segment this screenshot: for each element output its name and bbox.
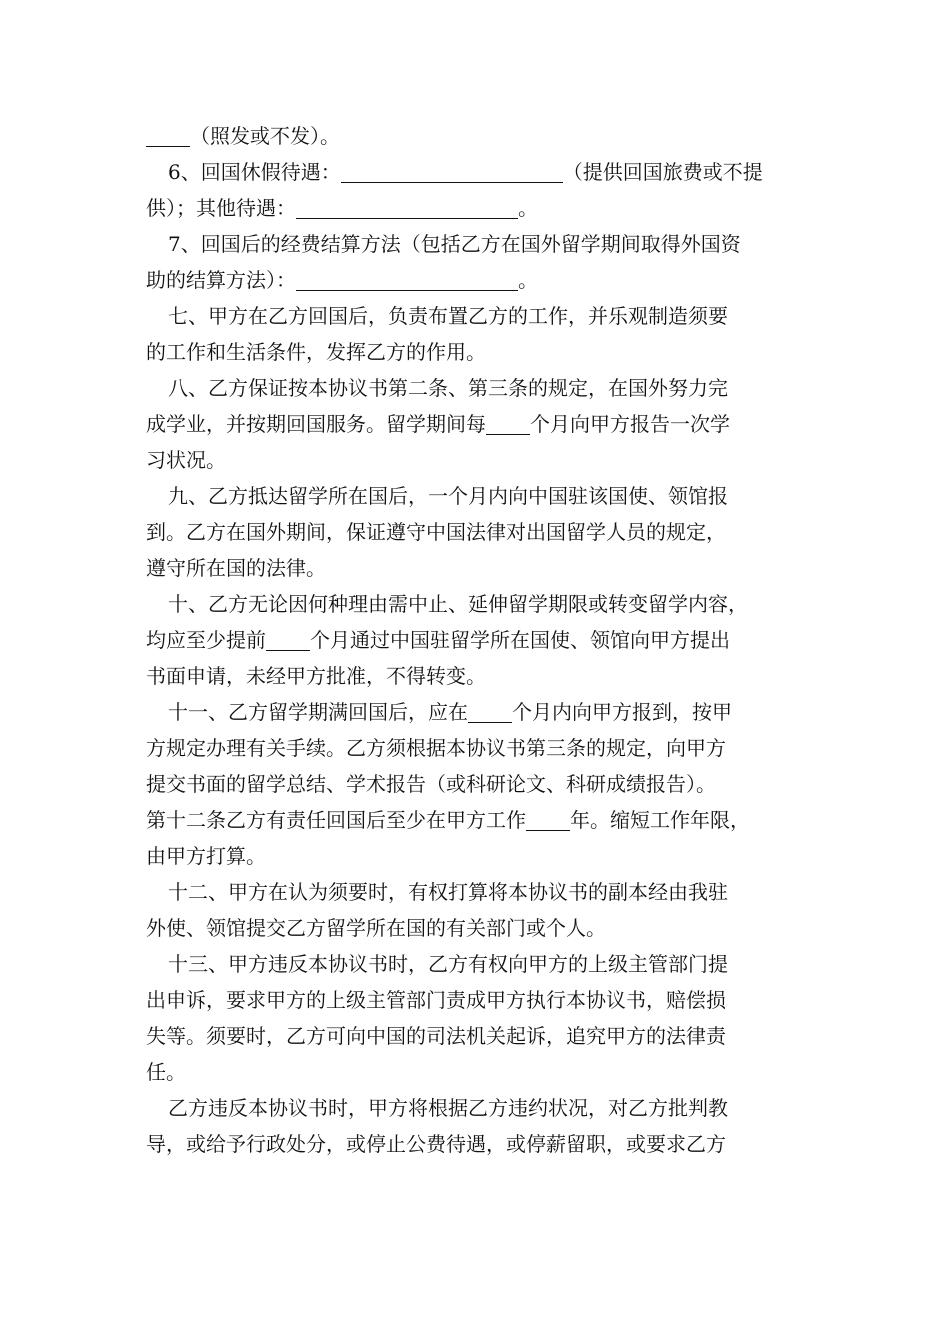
paragraph-home-leave xyxy=(146,154,826,226)
text-span: 均应至少提前 xyxy=(146,628,266,652)
text-span: （提供回国旅费或不提 xyxy=(562,160,763,184)
text-line: 十二、甲方在认为须要时，有权打算将本协议书的副本经由我驻 xyxy=(168,880,728,904)
blank-field xyxy=(296,268,518,291)
text-line: 方规定办理有关手续。乙方须根据本协议书第三条的规定，向甲方 xyxy=(146,736,726,760)
blank-field xyxy=(266,628,310,651)
text-span: 第十二条乙方有责任回国后至少在甲方工作 xyxy=(146,808,526,832)
text-line xyxy=(146,154,826,190)
blank-field xyxy=(486,412,530,435)
blank-field xyxy=(526,808,570,831)
clause-8 xyxy=(146,370,826,478)
clause-9 xyxy=(146,478,826,586)
text-span: 成学业，并按期回国服务。留学期间每 xyxy=(146,412,486,436)
text-line: 遵守所在国的法律。 xyxy=(146,556,326,580)
text-line: 九、乙方抵达留学所在国后，一个月内向中国驻该国使、领馆报 xyxy=(168,484,728,508)
text-line: 失等。须要时，乙方可向中国的司法机关起诉，追究甲方的法律责 xyxy=(146,1024,726,1048)
text-span: 十一、乙方留学期满回国后，应在 xyxy=(168,700,468,724)
blank-field xyxy=(296,196,518,219)
text-line xyxy=(146,406,826,442)
text-span: 个月内向甲方报到，按甲 xyxy=(512,700,732,724)
text-line: 任。 xyxy=(146,1060,186,1084)
text-span: 。 xyxy=(518,196,538,220)
blank-field xyxy=(341,160,563,183)
text-line xyxy=(146,118,826,154)
text-line: 十三、甲方违反本协议书时，乙方有权向甲方的上级主管部门提 xyxy=(168,952,728,976)
paragraph-salary-note xyxy=(146,118,826,154)
text-line: 乙方违反本协议书时，甲方将根据乙方违约状况，对乙方批判教 xyxy=(168,1096,728,1120)
text-line: 七、甲方在乙方回国后，负责布置乙方的工作，并乐观制造须要 xyxy=(168,304,728,328)
text-line xyxy=(146,262,826,298)
text-line: 书面申请，未经甲方批准，不得转变。 xyxy=(146,664,486,688)
text-line xyxy=(146,802,826,838)
clause-13 xyxy=(146,946,826,1090)
document-page xyxy=(146,118,826,1162)
clause-14 xyxy=(146,1090,826,1162)
text-span: 个月通过中国驻留学所在国使、领馆向甲方提出 xyxy=(310,628,730,652)
text-line xyxy=(146,622,826,658)
text-line: 7、回国后的经费结算方法（包括乙方在国外留学期间取得外国资 xyxy=(168,232,741,256)
text-line: 外使、领馆提交乙方留学所在国的有关部门或个人。 xyxy=(146,916,606,940)
text-line: 八、乙方保证按本协议书第二条、第三条的规定，在国外努力完 xyxy=(168,376,728,400)
text-line xyxy=(146,694,826,730)
text-line: 提交书面的留学总结、学术报告（或科研论文、科研成绩报告）。 xyxy=(146,772,716,796)
text-span: 个月向甲方报告一次学 xyxy=(530,412,730,436)
blank-field xyxy=(146,124,190,147)
clause-7 xyxy=(146,298,826,370)
paragraph-settlement xyxy=(146,226,826,298)
clause-12 xyxy=(146,874,826,946)
text-span: 年。缩短工作年限， xyxy=(570,808,750,832)
text-line: 十、乙方无论因何种理由需中止、延伸留学期限或转变留学内容， xyxy=(168,592,748,616)
text-span: 助的结算方法）： xyxy=(146,268,296,292)
text-span: （照发或不发）。 xyxy=(190,124,340,148)
text-line: 的工作和生活条件，发挥乙方的作用。 xyxy=(146,340,486,364)
text-line: 出申诉，要求甲方的上级主管部门责成甲方执行本协议书，赔偿损 xyxy=(146,988,726,1012)
text-span: 供）；其他待遇： xyxy=(146,196,296,220)
text-span: 。 xyxy=(518,268,538,292)
clause-10 xyxy=(146,586,826,694)
clause-11 xyxy=(146,694,826,874)
text-line xyxy=(146,190,826,226)
blank-field xyxy=(468,700,512,723)
text-span: 6、回国休假待遇： xyxy=(168,160,341,184)
text-line: 导，或给予行政处分，或停止公费待遇，或停薪留职，或要求乙方 xyxy=(146,1132,726,1156)
text-line: 到。乙方在国外期间，保证遵守中国法律对出国留学人员的规定， xyxy=(146,520,726,544)
text-line: 习状况。 xyxy=(146,448,226,472)
text-line: 由甲方打算。 xyxy=(146,844,266,868)
